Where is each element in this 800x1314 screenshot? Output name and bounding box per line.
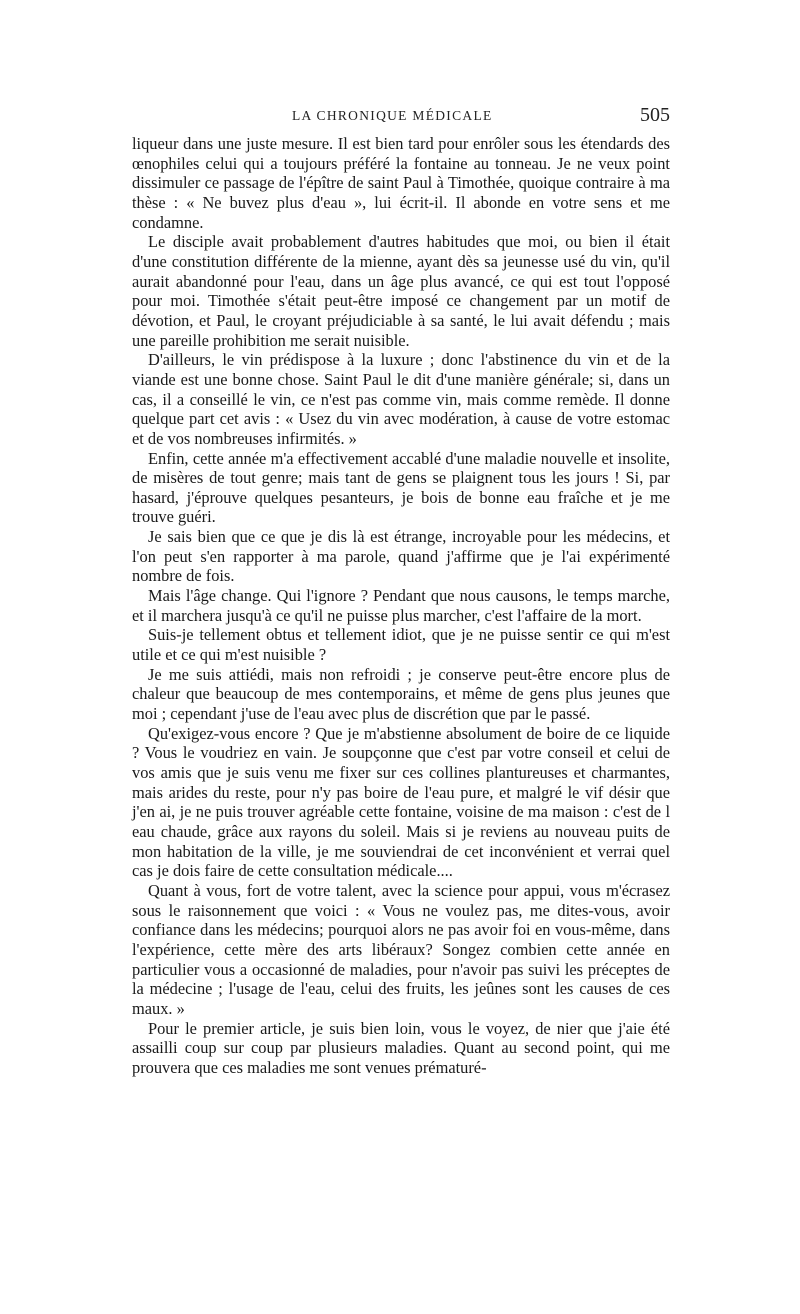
document-page	[132, 104, 670, 1078]
running-title: LA CHRONIQUE MÉDICALE	[292, 108, 493, 123]
body-text	[132, 134, 670, 1078]
paragraph: Quant à vous, fort de votre talent, avec la science pour appui, vous m'écrasez sous le raisonnement que voici : « Vous ne voulez pas, me dites-vous, avoir confiance dans les médecins; pourquoi alors ne pas avoir foi en vous-même, dans l'expérience, cette mère des arts libéraux? Songez combien cette année en particulier vous a occasionné de maladies, pour n'avoir pas suivi les préceptes de la médecine ; l'usage de l'eau, celui des fruits, les jeûnes sont les causes de ces maux. »	[132, 880, 670, 1018]
paragraph: Enfin, cette année m'a effectivement accablé d'une maladie nouvelle et insolite, de misères de tout genre; mais tant de gens se plaignent tous les jours ! Si, par hasard, j'éprouve quelques pesanteurs, je bois de bonne eau fraîche et je me trouve guéri.	[132, 448, 670, 527]
paragraph: Qu'exigez-vous encore ? Que je m'abstienne absolument de boire de ce liquide ? Vous le voudriez en vain. Je soupçonne que c'est par votre conseil et celui de vos amis que je suis venu me fixer sur ces collines plantureuses et charmantes, mais arides du reste, pour n'y pas boire de l'eau pure, et malgré le vif désir que j'en ai, je ne puis trouver agréable cette fontaine, voisine de ma maison : c'est de l eau chaude, grâce aux rayons du soleil. Mais si je reviens au nouveau puits de mon habitation de la ville, je me souviendrai de cet inconvénient et verrai quel cas je dois faire de cette consultation médicale....	[132, 723, 670, 881]
paragraph: Mais l'âge change. Qui l'ignore ? Pendant que nous causons, le temps marche, et il marchera jusqu'à ce qu'il ne puisse plus marcher, c'est l'affaire de la mort.	[132, 586, 670, 625]
paragraph: D'ailleurs, le vin prédispose à la luxure ; donc l'abstinence du vin et de la viande est une bonne chose. Saint Paul le dit d'une manière générale; si, dans un cas, il a conseillé le vin, ce n'est pas comme vin, mais comme remède. Il donne quelque part cet avis : « Usez du vin avec modération, à cause de votre estomac et de vos nombreuses infirmités. »	[132, 350, 670, 448]
paragraph: Suis-je tellement obtus et tellement idiot, que je ne puisse sentir ce qui m'est utile et ce qui m'est nuisible ?	[132, 625, 670, 665]
page-number: 505	[640, 104, 670, 126]
running-header	[132, 104, 670, 126]
paragraph: Je me suis attiédi, mais non refroidi ; je conserve peut-être encore plus de chaleur que beaucoup de mes contemporains, et même de gens plus jeunes que moi ; cependant j'use de l'eau avec plus de discrétion que par le passé.	[132, 664, 670, 724]
paragraph: Le disciple avait probablement d'autres habitudes que moi, ou bien il était d'une constitution différente de la mienne, ayant dès sa jeunesse usé du vin, qu'il aurait abandonné pour l'eau, dans un âge plus avancé, ce qui est tout l'opposé pour moi. Timothée s'était peut-être imposé ce changement par un motif de dévotion, et Paul, le croyant préjudiciable à sa santé, le lui avait défendu ; mais une pareille prohibition me serait nuisible.	[132, 232, 670, 350]
paragraph: liqueur dans une juste mesure. Il est bien tard pour enrôler sous les étendards des œnophiles celui qui a toujours préféré la fontaine au tonneau. Je ne veux point dissimuler ce passage de l'épître de saint Paul à Timothée, quoique contraire à ma thèse : « Ne buvez plus d'eau », lui écrit-il. Il abonde en votre sens et me condamne.	[132, 134, 670, 232]
paragraph: Je sais bien que ce que je dis là est étrange, incroyable pour les médecins, et l'on peut s'en rapporter à ma parole, quand j'affirme que je l'ai expérimenté nombre de fois.	[132, 527, 670, 586]
paragraph: Pour le premier article, je suis bien loin, vous le voyez, de nier que j'aie été assailli coup sur coup par plusieurs maladies. Quant au second point, qui me prouvera que ces maladies me sont venues prématuré-	[132, 1018, 670, 1077]
